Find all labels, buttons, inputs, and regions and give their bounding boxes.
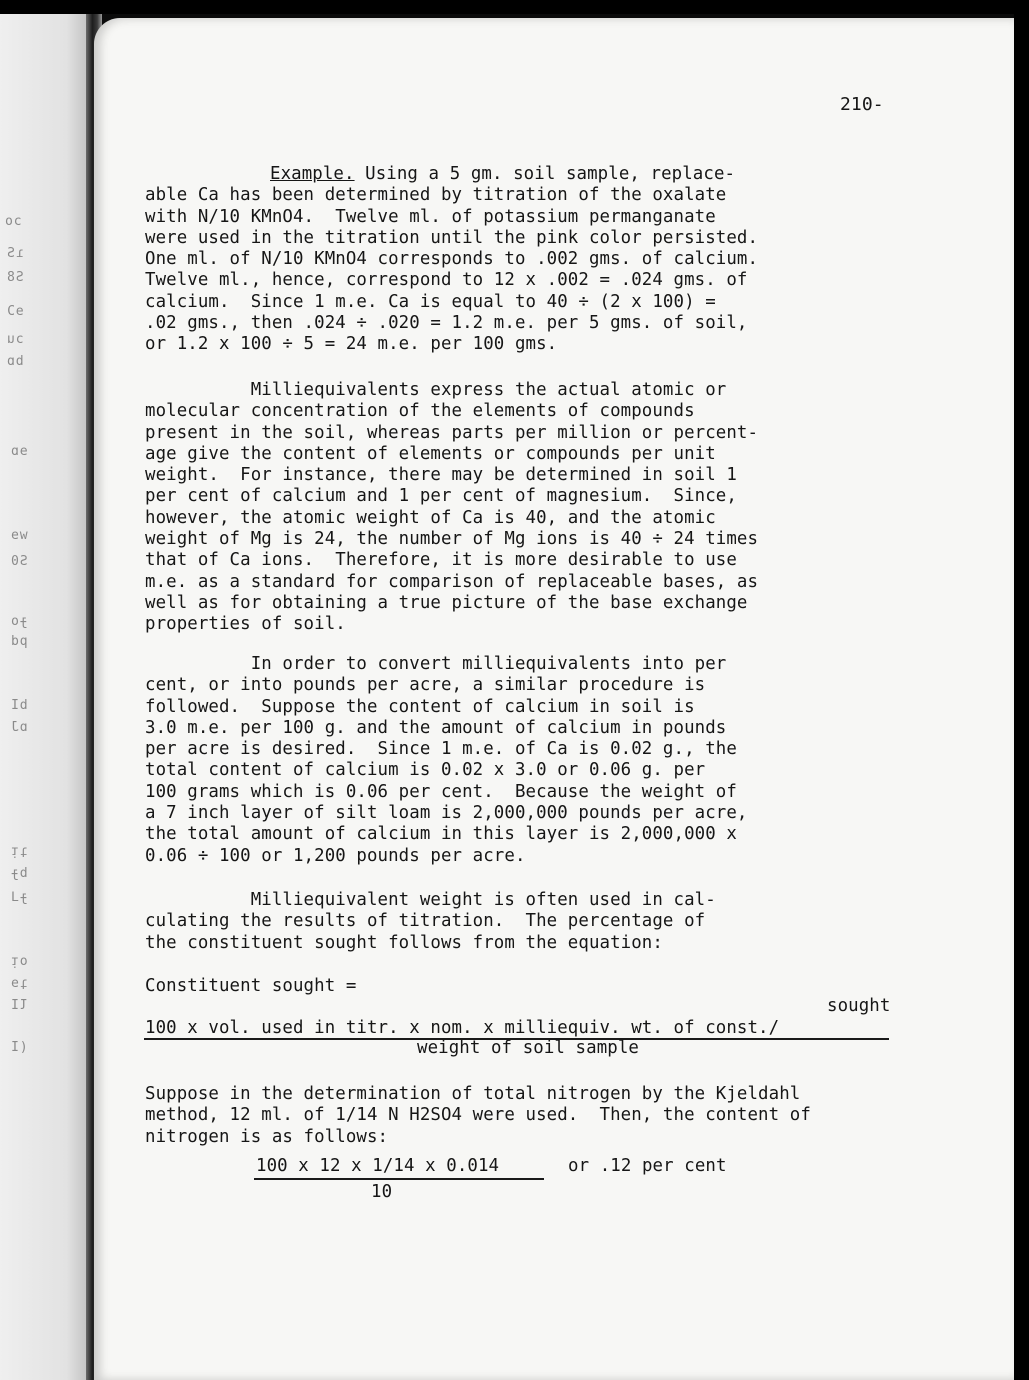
bleed-through-text: ɿS (6, 246, 24, 261)
bleed-through-text: ɘƆ (6, 304, 24, 319)
nitrogen-calc-result: or .12 per cent (568, 1156, 727, 1176)
facing-page (0, 14, 95, 1380)
bleed-through-text: S8 (6, 270, 24, 285)
bleed-through-text: bɒ (6, 354, 24, 369)
bleed-through-text: pd (10, 634, 28, 649)
bleed-through-text: ʇᴉ (10, 844, 28, 859)
bleed-through-text: S0 (10, 554, 28, 569)
paragraph-milliequivalents: Milliequivalents express the actual atomic or molecular concentration of the elements of compounds present in the soil, whereas parts per million or percent- age give the content of elements or compounds per unit weight. For instance, there may be determined in soil 1 per cent of calcium and 1 per cent of magnesium. Since, however, the atomic weight of Ca is 40, and the atomic weight of Mg is 24, the number of Mg ions is 40 ÷ 24 times that of Ca ions. Therefore, it is more desirable to use m.e. as a standard for comparison of replaceable bases, as well as for obtaining a true picture of the base exchange properties of soil. (145, 380, 759, 635)
paragraph-example (145, 164, 758, 356)
scan-border-right (1014, 14, 1029, 1380)
paragraph-conversion: In order to convert milliequivalents into per cent, or into pounds per acre, a similar procedure is followed. Suppose the content of calcium in soil is 3.0 m.e. per 100 g. and the amount of calcium in pounds per acre is desired. Since 1 m.e. of Ca is 0.02 g., the total content of calcium is 0.02 x 3.0 or 0.06 g. per 100 grams which is 0.06 per cent. Because the weight of a 7 inch layer of silt loam is 2,000,000 pounds per acre, the total amount of calcium in this layer is 2,000,000 x 0.06 ÷ 100 or 1,200 pounds per acre. (145, 654, 748, 866)
bleed-through-text: ƖI (10, 998, 28, 1013)
bleed-through-text: ɔu (6, 332, 24, 347)
document-page (94, 18, 1014, 1380)
bleed-through-text: ɔo (4, 214, 22, 229)
bleed-through-text: oᴉ (10, 954, 28, 969)
equation-denominator: weight of soil sample (417, 1038, 639, 1058)
example-heading: Example. (270, 164, 355, 184)
bleed-through-text: bI (10, 698, 28, 713)
bleed-through-text: bɟ (10, 866, 28, 881)
bleed-through-text: ɒJ (10, 720, 28, 735)
bleed-through-text: ɟᒧ (10, 890, 28, 905)
nitrogen-fraction-bar (254, 1178, 544, 1180)
equation-lhs: Constituent sought = (145, 976, 357, 996)
scan-border-top (0, 0, 1029, 14)
bleed-through-text: ɘɒ (10, 444, 28, 459)
bleed-through-text: ɟo (10, 614, 28, 629)
equation-numerator: 100 x vol. used in titr. x nom. x milliequiv. wt. of const./ (145, 1018, 780, 1038)
page-number: 210- (840, 94, 884, 115)
bleed-through-text: wɘ (10, 528, 28, 543)
bleed-through-text: ʇɘ (10, 976, 28, 991)
nitrogen-calc-denominator: 10 (371, 1182, 393, 1202)
paragraph-nitrogen: Suppose in the determination of total nitrogen by the Kjeldahl method, 12 ml. of 1/14 N H2SO4 were used. Then, the content of nitrogen is as follows: (145, 1084, 811, 1147)
equation-superscript: sought (827, 996, 891, 1016)
paragraph-milliequivalent-weight: Milliequivalent weight is often used in cal- culating the results of titration. The percentage of the constituent sought follows from the equation: (145, 890, 716, 953)
example-body: Using a 5 gm. soil sample, replace- able Ca has been determined by titration of the oxalate with N/10 KMnO4. Twelve ml. of potassium permanganate were used in the titration until the pink color persisted. One ml. of N/10 KMnO4 corresponds to .002 gms. of calcium. Twelve ml., hence, correspond to 12 x .002 = .024 gms. of calcium. Since 1 m.e. Ca is equal to 40 ÷ (2 x 100) = .02 gms., then .024 ÷ .020 = 1.2 m.e. per 5 gms. of soil, or 1.2 x 100 ÷ 5 = 24 m.e. per 100 gms. (145, 164, 759, 355)
nitrogen-calc-numerator: 100 x 12 x 1/14 x 0.014 (256, 1156, 500, 1176)
bleed-through-text: (I (10, 1040, 28, 1055)
